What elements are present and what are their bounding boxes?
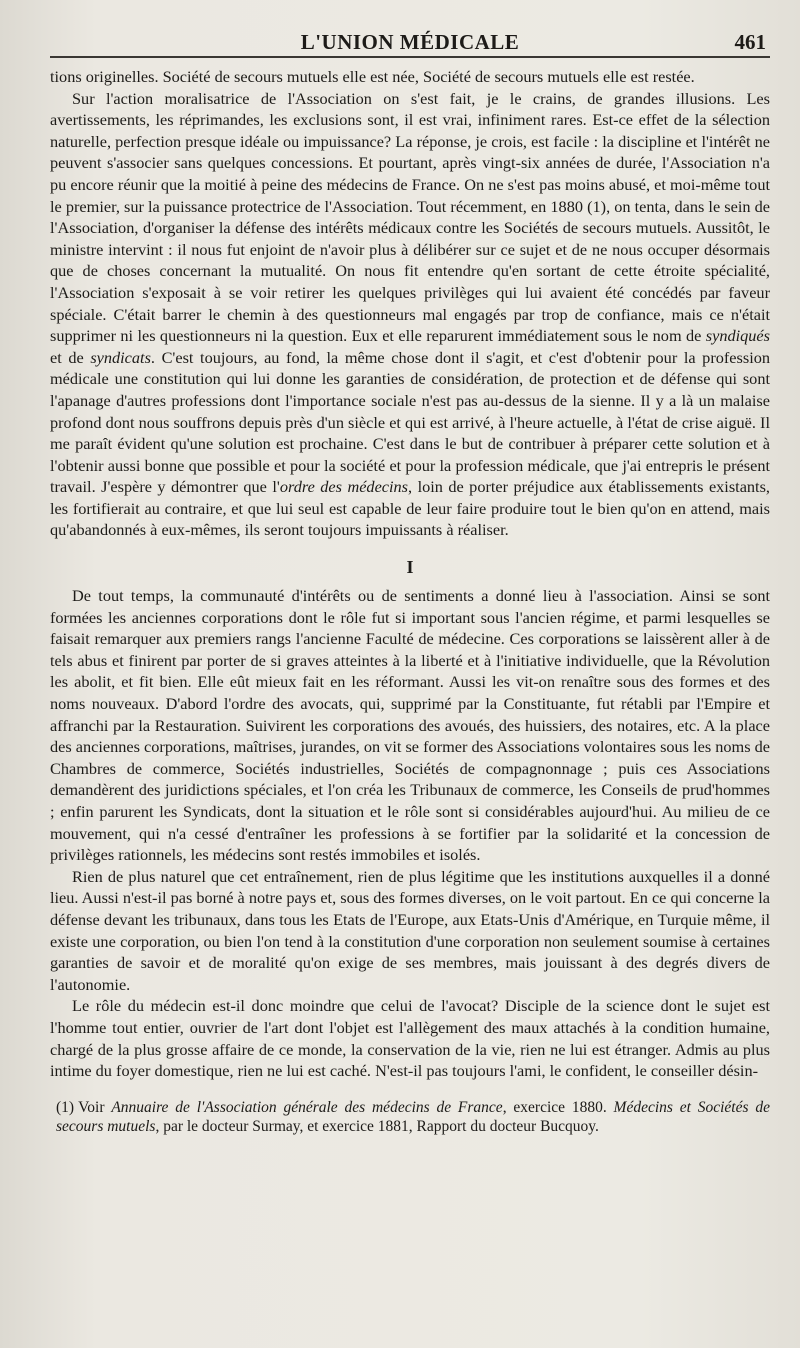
section-numeral: I (406, 557, 414, 578)
emphasis-syndiques: syndiqués (705, 326, 770, 346)
paragraph-2 (50, 88, 770, 541)
paragraph-5: Le rôle du médecin est-il donc moindre que celui de l'avocat? Disciple de la science dont le sujet est l'homme tout entier, ouvrier de l'art dont l'objet est l'allègement des maux attachés à la condition humaine, chargé de la plus grosse affaire de ce monde, la conservation de la vie, rien ne lui est étranger. Admis au plus intime du foyer domestique, rien ne lui est caché. N'est-il pas toujours l'ami, le confident, le conseiller désin- (50, 996, 770, 1081)
footnote-mark: (1) (56, 1098, 75, 1116)
paragraph-2-text: Sur l'action moralisatrice de l'Association on s'est fait, je le crains, de grandes illusions. Les avertissements, les réprimandes, les exclusions sont, il est vrai, infiniment rares. Est-ce effet de la sélection naturelle, perfection presque idéale ou impuissance? La réponse, je crois, est facile : la discipline et l'intérêt ne peuvent s'associer sans quelques concessions. Et pourtant, après vingt-six années de durée, l'Association n'a pu encore réunir que la moitié à peine des médecins de France. On ne s'est pas moins abusé, et moi-même tout le premier, sur la puissance protectrice de l'Association. Tout récemment, en 1880 (1), on tenta, dans le sein de l'Association, d'organiser la défense des intérêts médicaux contre les Sociétés de secours mutuels. Aussitôt, le ministre intervint : il nous fut enjoint de n'avoir plus à délibérer sur ce sujet et de ne nous occuper désormais que de choses concernant la mutualité. On nous fit entendre qu'en sortant de cette étroite spécialité, l'Association s'exposait à se voir retirer les quelques privilèges qui lui avaient été concédés par faveur spéciale. C'était barrer le chemin à des questionneurs mal engagés par trop de confiance, mais ce n'était supprimer ni les questionneurs ni la question. Eux et elle reparurent immédiatement sous le nom de (50, 88, 770, 346)
running-head (50, 26, 770, 58)
paragraph-1 (50, 66, 770, 88)
paragraph-2-end: , loin de porter préjudice aux établissements existants, les fortifierait au contraire, et que lui seul est capable de leur faire produire tout le bien qu'on en attend, mais qu'abandonnés à eux-mêmes, ils seront toujours impuissants à réaliser. (50, 477, 770, 540)
emphasis-syndicats: syndicats (90, 347, 151, 367)
footnote (50, 1098, 770, 1137)
paragraph-4: Rien de plus naturel que cet entraînement, rien de plus légitime que les institutions auxquelles il a donné lieu. Aussi n'est-il pas borné à notre pays et, sous des formes diverses, on le voit partout. En ce qui concerne la défense devant les tribunaux, dans tous les Etats de l'Europe, aux Etats-Unis d'Amérique, en Turquie même, il existe une corporation, ou bien l'on tend à la constitution d'une corporation non seulement soumise à certaines garanties de savoir et de moralité qu'on exige de ses membres, mais jouissant à des degrés divers de l'autonomie. (50, 866, 770, 994)
paragraph-1-text: tions originelles. Société de secours mutuels elle est née, Société de secours mutuels elle est restée. (50, 67, 695, 86)
footnote-text-2: , exercice 1880. (502, 1098, 614, 1116)
footnote-emphasis-annuaire: Annuaire de l'Association générale des médecins de France (111, 1098, 503, 1116)
paragraph-3: De tout temps, la communauté d'intérêts ou de sentiments a donné lieu à l'association. Ainsi se sont formées les anciennes corporations dont le rôle fut si important sous l'ancien régime, et parmi lesquelles se faisait remarquer aux premiers rangs l'ancienne Faculté de médecine. Ces corporations se laissèrent aller à de tels abus et finirent par porter de si graves atteintes à la liberté et à l'initiative individuelle, que la Révolution les abolit, et fit bien. Elle eût mieux fait en les réformant. Aussi les vit-on renaître sous des formes et des noms nouveaux. D'abord l'ordre des avocats, qui, supprimé par la Constituante, fut rétabli par l'Empire et affranchi par la Restauration. Suivirent les corporations des avoués, des huissiers, des notaires, etc. A la place des anciennes corporations, maîtrises, jurandes, on vit se former des Associations volontaires sous les noms de Chambres de commerce, Sociétés industrielles, Sociétés de compagnonnage ; puis ces Associations demandèrent des juridictions spéciales, et l'on créa les Tribunaux de commerce, les Conseils de prud'hommes ; enfin parurent les Syndicats, dont la situation et le rôle sont si considérables aujourd'hui. Au milieu de ce mouvement, qui n'a cessé d'entraîner les professions à se fortifier par la solidarité et la concession de privilèges rationnels, les médecins sont restés immobiles et isolés. (50, 586, 770, 865)
footnote-emphasis-medecins: Médecins et Sociétés de secours mutuels (56, 1098, 770, 1136)
page-number: 461 (734, 30, 766, 54)
running-title: L'UNION MÉDICALE (300, 30, 520, 54)
paragraph-2-mid: et de (50, 347, 91, 367)
paragraph-2-continued: . C'est toujours, au fond, la même chose dont il s'agit, et c'est d'obtenir pour la profession médicale une constitution qui lui donne les garanties de considération, de protection et de défense qui sont l'apanage d'autres professions dont l'importance sociale n'est pas au-dessus de la sienne. Il y a là un malaise profond dont nous souffrons depuis près d'un siècle et qui est arrivé, à l'heure actuelle, à l'état de crise aiguë. Il me paraît évident qu'une solution est prochaine. C'est dans le but de contribuer à préparer cette solution et à l'obtenir aussi bonne que possible et pour la société et pour la profession médicale, que j'ai entrepris le présent travail. J'espère y démontrer que l' (50, 347, 771, 497)
emphasis-ordre-des-medecins: ordre des médecins (279, 477, 409, 497)
footnote-text-1: Voir (78, 1098, 112, 1116)
footnote-text-3: , par le docteur Surmay, et exercice 1881, Rapport du docteur Bucquoy. (155, 1118, 599, 1136)
